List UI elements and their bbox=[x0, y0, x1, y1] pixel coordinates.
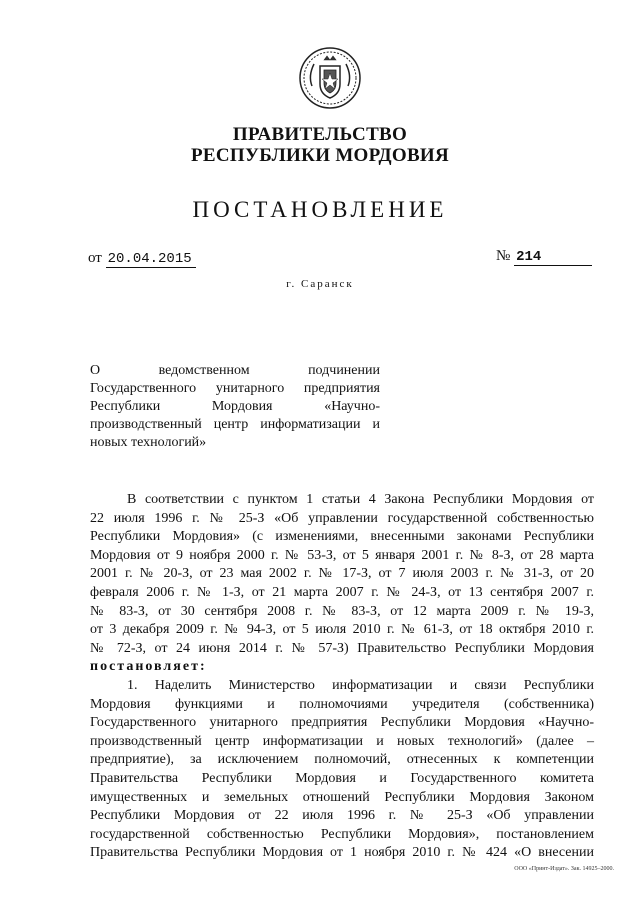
body-line: Правительства Республики Мордовия и Государственного комитета bbox=[90, 770, 594, 786]
subject-line: новых технологий» bbox=[90, 435, 207, 450]
date-prefix: от bbox=[88, 250, 102, 266]
coat-of-arms-icon bbox=[298, 46, 362, 110]
body-line: производственный центр информатизации и новых технологий» (далее – bbox=[90, 733, 594, 749]
body-line: имущественных и земельных отношений Республики Мордовия Законом bbox=[90, 789, 594, 805]
document-number bbox=[496, 248, 592, 266]
body-line: 1. Наделить Министерство информатизации и связи Республики bbox=[127, 677, 594, 693]
body-line: 22 июля 1996 г. № 25-З «Об управлении государственной собственностью bbox=[90, 510, 594, 526]
body-line: Мордовия от 9 ноября 2000 г. № 53-З, от 5 января 2001 г. № 8-З, от 28 марта bbox=[90, 547, 594, 563]
body-line: № 72-З, от 24 июня 2014 г. № 57-З) Правительство Республики Мордовия bbox=[90, 640, 594, 656]
body-line: Правительства Республики Мордовия от 1 ноября 2010 г. № 424 «О внесении bbox=[90, 845, 594, 861]
body-line: февраля 2006 г. № 1-З, от 21 марта 2007 г. № 24-З, от 13 сентября 2007 г. bbox=[90, 584, 594, 600]
body-line: от 3 декабря 2009 г. № 94-З, от 5 июля 2010 г. № 61-З, от 18 октября 2010 г. bbox=[90, 622, 594, 638]
document-subject bbox=[90, 362, 380, 452]
body-line: Мордовия функциями и полномочиями учредителя (собственника) bbox=[90, 696, 594, 712]
date-value: 20.04.2015 bbox=[106, 252, 196, 268]
subject-line: производственный центр информатизации и bbox=[90, 417, 380, 432]
subject-line: О ведомственном подчинении bbox=[90, 363, 380, 378]
body-line: Республики Мордовия от 22 июля 1996 г. № 25-З «Об управлении bbox=[90, 808, 594, 824]
subject-line: Республики Мордовия «Научно- bbox=[90, 399, 380, 414]
body-line: Республики Мордовия» (с изменениями, внесенными законами Республики bbox=[90, 529, 594, 545]
body-line: Государственного унитарного предприятия Республики Мордовия «Научно- bbox=[90, 715, 594, 731]
body-line: № 83-З, от 30 сентября 2008 г. № 83-З, от 12 марта 2009 г. № 19-З, bbox=[90, 603, 594, 619]
government-title-line1: ПРАВИТЕЛЬСТВО bbox=[232, 124, 408, 145]
body-line-resolves: постановляет: bbox=[90, 659, 207, 675]
document-type: ПОСТАНОВЛЕНИЕ bbox=[192, 197, 448, 222]
government-title-line2: РЕСПУБЛИКИ МОРДОВИЯ bbox=[190, 145, 450, 166]
printer-note: ООО «Принт-Издат». Зак. 14925–2000. bbox=[514, 866, 614, 872]
document-date bbox=[88, 250, 196, 268]
city-label: г. Саранск bbox=[286, 278, 354, 290]
subject-line: Государственного унитарного предприятия bbox=[90, 381, 380, 396]
document-body bbox=[90, 491, 594, 863]
body-line: государственной собственностью Республики Мордовия», постановлением bbox=[90, 826, 594, 842]
body-line: предприятие), за исключением полномочий, отнесенных к компетенции bbox=[90, 752, 594, 768]
body-line: В соответствии с пунктом 1 статьи 4 Закона Республики Мордовия от bbox=[127, 492, 594, 507]
number-prefix: № bbox=[496, 248, 511, 264]
body-line: 2001 г. № 20-З, от 23 мая 2002 г. № 17-З, от 7 июля 2003 г. № 31-З, от 20 bbox=[90, 566, 594, 582]
number-value: 214 bbox=[514, 250, 592, 266]
